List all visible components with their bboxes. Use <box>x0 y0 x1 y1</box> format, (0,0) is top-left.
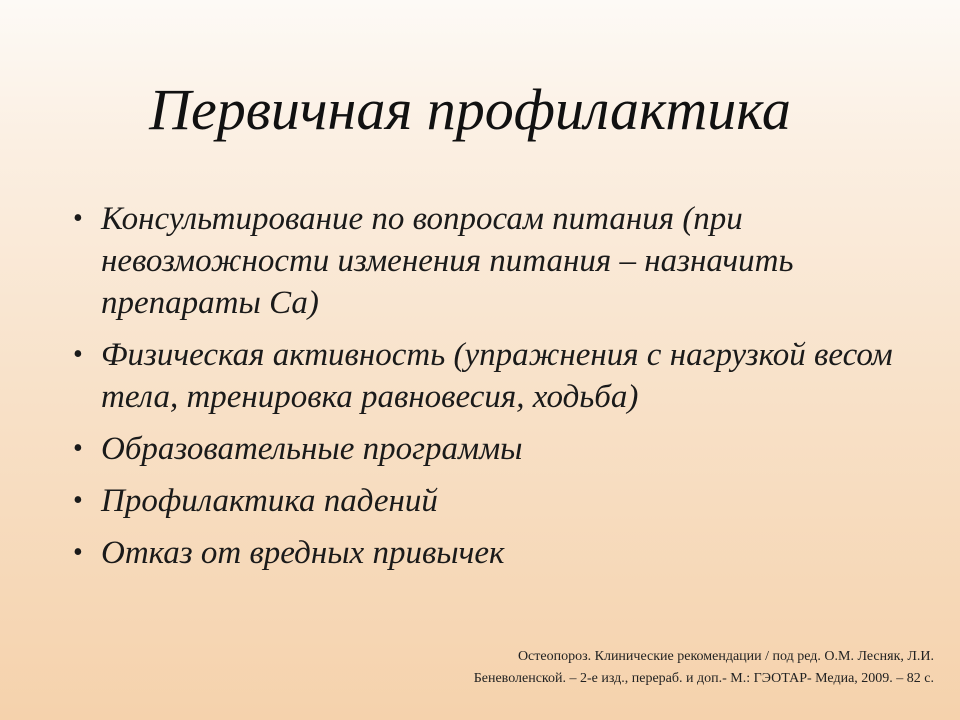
bullet-dot-icon: • <box>73 537 83 568</box>
bullet-text: Консультирование по вопросам питания (при невозможности изменения питания – назначить препараты Са) <box>101 201 794 321</box>
citation-line: Беневоленской. – 2-е изд., перераб. и доп.- М.: ГЭОТАР- Медиа, 2009. – 82 с. <box>473 671 934 686</box>
bullet-text: Физическая активность (упражнения с нагрузкой весом тела, тренировка равновесия, ходьба) <box>101 337 893 415</box>
bullet-text: Профилактика падений <box>101 483 438 519</box>
bullet-item <box>70 480 900 522</box>
bullet-item <box>70 532 900 574</box>
bullet-dot-icon: • <box>73 339 83 370</box>
bullet-dot-icon: • <box>73 485 83 516</box>
bullet-text: Образовательные программы <box>101 431 523 467</box>
bullet-list <box>70 198 900 584</box>
bullet-item <box>70 428 900 470</box>
bullet-dot-icon: • <box>73 433 83 464</box>
citation <box>374 646 934 690</box>
slide-title: Первичная профилактика <box>149 77 791 142</box>
bullet-dot-icon: • <box>73 203 83 234</box>
bullet-text: Отказ от вредных привычек <box>101 535 505 571</box>
bullet-item <box>70 334 900 418</box>
bullet-item <box>70 198 900 324</box>
citation-line: Остеопороз. Клинические рекомендации / под ред. О.М. Лесняк, Л.И. <box>517 649 934 664</box>
